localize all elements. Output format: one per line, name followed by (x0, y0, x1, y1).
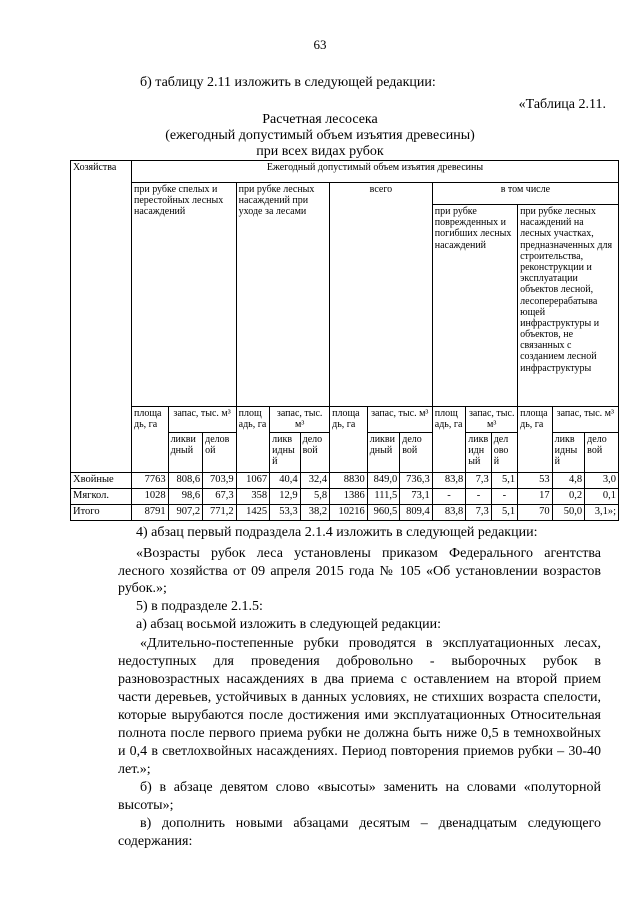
table-cell: 703,9 (203, 473, 237, 489)
paragraph-quote-line-3: рубок.»; (118, 581, 167, 596)
header-farms: Хозяйства (71, 161, 132, 473)
paragraph-5: 5) в подразделе 2.1.5: (136, 599, 263, 614)
table-title-line-1: Расчетная лесосека (262, 112, 378, 127)
table-cell: 736,3 (400, 473, 433, 489)
table-cell: 4,8 (552, 473, 585, 489)
table-cell: 17 (518, 489, 553, 505)
table-cell: 808,6 (168, 473, 203, 489)
cutting-area-table (70, 160, 619, 521)
header-damaged-felling: при рубке поврежденных и погибших лесных насаждений (432, 205, 517, 407)
table-cell: 5,8 (300, 489, 329, 505)
paragraph-5a: а) абзац восьмой изложить в следующей редакции: (136, 617, 442, 632)
table-cell: 98,6 (168, 489, 203, 505)
table-cell: 1067 (236, 473, 270, 489)
table-cell: 358 (236, 489, 270, 505)
header-stock: запас, тыс. м³ (466, 407, 518, 433)
table-cell: 10216 (330, 505, 368, 521)
header-business: дело вой (400, 433, 433, 473)
header-business: дело вой (300, 433, 329, 473)
table-cell: 809,4 (400, 505, 433, 521)
header-business: дел ово й (491, 433, 517, 473)
table-cell: 5,1 (491, 505, 517, 521)
table-cell: - (432, 489, 466, 505)
table-cell: 32,4 (300, 473, 329, 489)
paragraph-quote-line-1: «Возрасты рубок леса установлены приказом Федерального агентства (136, 546, 601, 561)
header-liquid: ликв идн ый (466, 433, 491, 473)
table-cell: 83,8 (432, 505, 466, 521)
table-cell: 7,3 (466, 473, 491, 489)
table-cell: 0,1 (585, 489, 619, 505)
table-title-line-2: (ежегодный допустимый объем изъятия древесины) (165, 128, 475, 143)
header-liquid: ликв идны й (270, 433, 300, 473)
header-liquid: ликв идны й (552, 433, 585, 473)
table-cell: 53 (518, 473, 553, 489)
table-cell: 3,0 (585, 473, 619, 489)
table-cell: 960,5 (367, 505, 400, 521)
paragraph-5b (118, 779, 601, 815)
row-label: Итого (71, 505, 132, 521)
header-liquid: ликви дный (168, 433, 203, 473)
table-cell: 70 (518, 505, 553, 521)
header-care-felling: при рубке лесных насаждений при уходе за лесами (236, 183, 329, 407)
paragraph-5b-text: б) в абзаце девятом слово «высоты» заменить на словами «полуторной высоты»; (118, 780, 601, 813)
table-cell: 771,2 (203, 505, 237, 521)
header-mature-felling: при рубке спелых и перестойных лесных насаждений (131, 183, 236, 407)
table-cell: 53,3 (270, 505, 300, 521)
table-reference: «Таблица 2.11. (518, 97, 606, 112)
table-cell: 1028 (131, 489, 168, 505)
table-cell: 3,1»; (585, 505, 619, 521)
table-cell: 38,2 (300, 505, 329, 521)
header-allowable-volume: Ежегодный допустимый объем изъятия древесины (131, 161, 618, 183)
page-number: 63 (313, 37, 327, 52)
header-area: площ адь, га (236, 407, 270, 473)
header-total: всего (330, 183, 433, 407)
table-cell: 12,9 (270, 489, 300, 505)
table-cell: 1386 (330, 489, 368, 505)
row-label: Мягкол. (71, 489, 132, 505)
header-area: площа дь, га (131, 407, 168, 473)
table-cell: 907,2 (168, 505, 203, 521)
table-cell: 40,4 (270, 473, 300, 489)
table-cell: 8791 (131, 505, 168, 521)
table-cell: 50,0 (552, 505, 585, 521)
table-cell: 111,5 (367, 489, 400, 505)
felling-description-text: «Длительно-постепенные рубки проводятся в эксплуатационных лесах, недоступных для проведения добровольно - выборочных рубок в разновозрастных насаждениях в два приема с оставлением на второй прием части деревьев, устойчивых в данных условиях, не стихших возраста спелости, которые вырубаются после достижения ими эксплуатационных Относительная полнота после первого приема рубки не должна быть ниже 0,5 в темнохвойных и 0,4 в светлохвойных насаждениях. Период повторения приемов рубки – 30-40 лет.»; (118, 636, 601, 777)
table-cell: 7763 (131, 473, 168, 489)
table-cell: - (466, 489, 491, 505)
header-stock: запас, тыс. м³ (367, 407, 432, 433)
table-cell: 83,8 (432, 473, 466, 489)
table-row (71, 505, 619, 521)
header-infrastructure-felling: при рубке лесных насаждений на лесных участках, предназначенных для строительства, реконструкции и эксплуатации объектов лесной, лесоперерабатыва ющей инфраструктуры и объектов, не связанных с созданием лесной инфраструктуры (518, 205, 619, 407)
row-label: Хвойные (71, 473, 132, 489)
header-stock: запас, тыс. м³ (552, 407, 618, 433)
header-stock: запас, тыс. м³ (168, 407, 236, 433)
table-row (71, 473, 619, 489)
paragraph-5c-text: в) дополнить новыми абзацами десятым – двенадцатым следующего содержания: (118, 816, 601, 849)
paragraph-quote-line-2: лесного хозяйства от 09 апреля 2015 года № 105 «Об установлении возрастов (118, 564, 601, 579)
header-including: в том числе (432, 183, 618, 205)
header-business: дело вой (585, 433, 619, 473)
table-cell: 5,1 (491, 473, 517, 489)
table-title-line-3: при всех видах рубок (256, 144, 384, 159)
header-stock: запас, тыс. м³ (270, 407, 330, 433)
table-cell: 849,0 (367, 473, 400, 489)
intro-text: б) таблицу 2.11 изложить в следующей редакции: (140, 75, 436, 90)
header-business: делов ой (203, 433, 237, 473)
table-cell: 73,1 (400, 489, 433, 505)
table-cell: 67,3 (203, 489, 237, 505)
header-area: площа дь, га (330, 407, 368, 473)
header-liquid: ликви дный (367, 433, 400, 473)
table-row (71, 489, 619, 505)
table-cell: 8830 (330, 473, 368, 489)
header-area: площа дь, га (518, 407, 553, 473)
header-area: площ адь, га (432, 407, 466, 473)
paragraph-4: 4) абзац первый подраздела 2.1.4 изложить в следующей редакции: (136, 525, 538, 540)
table-cell: - (491, 489, 517, 505)
paragraph-5c (118, 815, 601, 851)
table-cell: 7,3 (466, 505, 491, 521)
paragraph-felling-description (118, 635, 601, 779)
table-cell: 0,2 (552, 489, 585, 505)
table-cell: 1425 (236, 505, 270, 521)
